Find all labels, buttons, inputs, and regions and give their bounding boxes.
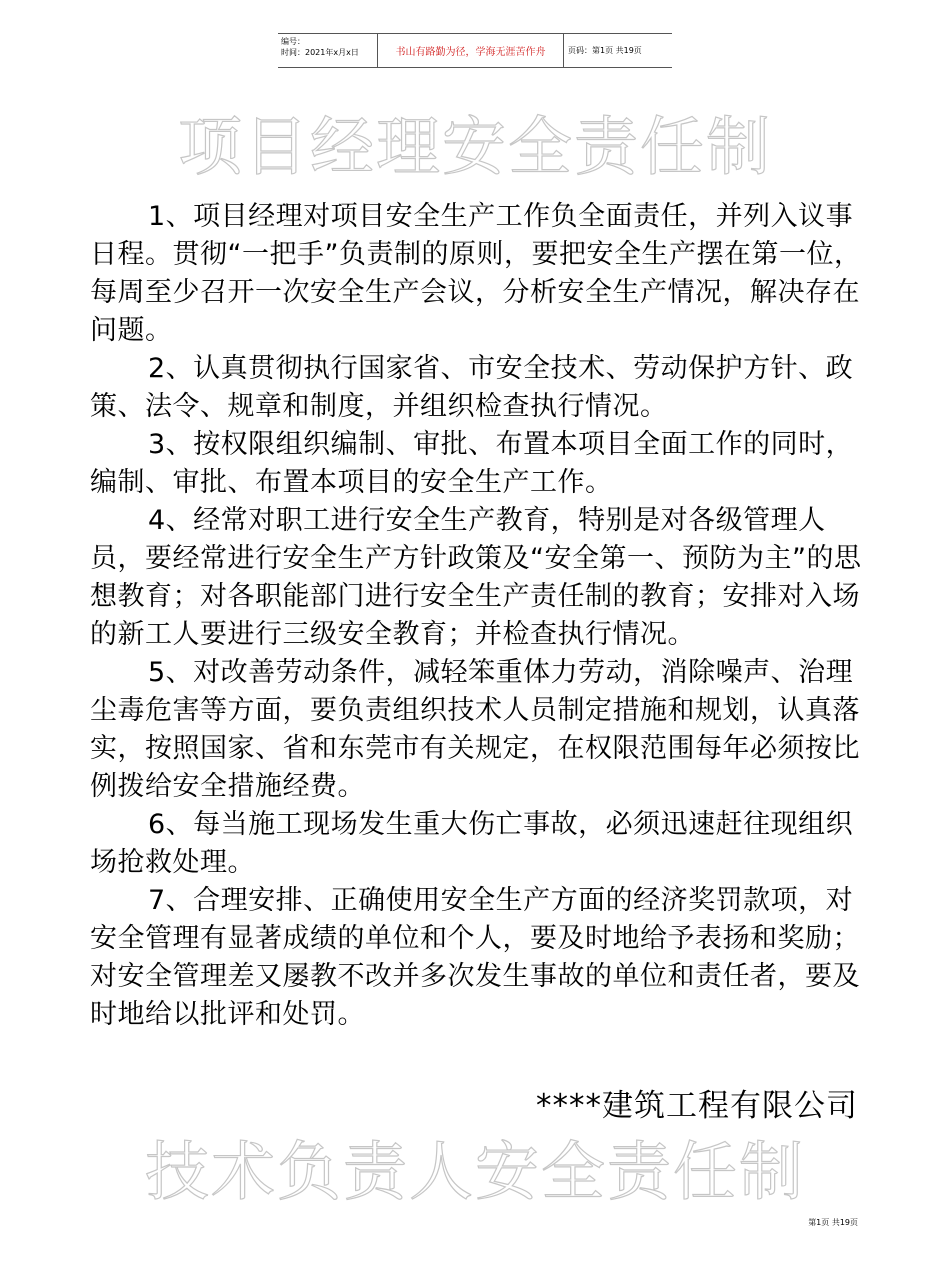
header-motto: 书山有路勤为径，学海无涯苦作舟 bbox=[378, 34, 564, 67]
paragraph-2: 2、认真贯彻执行国家省、市安全技术、劳动保护方针、政策、法令、规章和制度，并组织检查执行情况。 bbox=[90, 353, 854, 422]
page-header bbox=[278, 33, 672, 68]
paragraph-7: 7、合理安排、正确使用安全生产方面的经济奖罚款项，对安全管理有显著成绩的单位和个人，要及时地给予表扬和奖励；对安全管理差又屡教不改并多次发生事故的单位和责任者，要及时地给以批评和处罚。 bbox=[90, 885, 860, 1030]
next-section-title: 技术负责人安全责任制 bbox=[145, 1136, 805, 1210]
header-time-label: 时间：2021年x月x日 bbox=[281, 48, 359, 57]
header-meta bbox=[278, 34, 378, 67]
paragraph-3: 3、按权限组织编制、审批、布置本项目全面工作的同时，编制、审批、布置本项目的安全生产工作。 bbox=[90, 429, 854, 498]
header-page-label: 页码：第1页 共19页 bbox=[568, 46, 642, 55]
paragraph-6: 6、每当施工现场发生重大伤亡事故，必须迅速赶往现组织场抢救处理。 bbox=[90, 809, 854, 878]
company-signature: ****建筑工程有限公司 bbox=[536, 1088, 858, 1124]
header-number-label: 编号： bbox=[281, 37, 305, 46]
page-footer: 第1页 共19页 bbox=[808, 1218, 858, 1227]
paragraph-1: 1、项目经理对项目安全生产工作负全面责任，并列入议事日程。贯彻“一把手”负责制的原则，要把安全生产摆在第一位，每周至少召开一次安全生产会议，分析安全生产情况，解决存在问题。 bbox=[90, 201, 862, 346]
document-body bbox=[90, 198, 880, 1034]
document-title: 项目经理安全责任制 bbox=[178, 111, 772, 185]
paragraph-5: 5、对改善劳动条件，减轻笨重体力劳动，消除噪声、治理尘毒危害等方面，要负责组织技术人员制定措施和规划，认真落实，按照国家、省和东莞市有关规定，在权限范围每年必须按比例拨给安全措施经费。 bbox=[90, 657, 860, 802]
paragraph-4: 4、经常对职工进行安全生产教育，特别是对各级管理人员，要经常进行安全生产方针政策及“安全第一、预防为主”的思想教育；对各职能部门进行安全生产责任制的教育；安排对入场的新工人要进行三级安全教育；并检查执行情况。 bbox=[90, 505, 862, 650]
